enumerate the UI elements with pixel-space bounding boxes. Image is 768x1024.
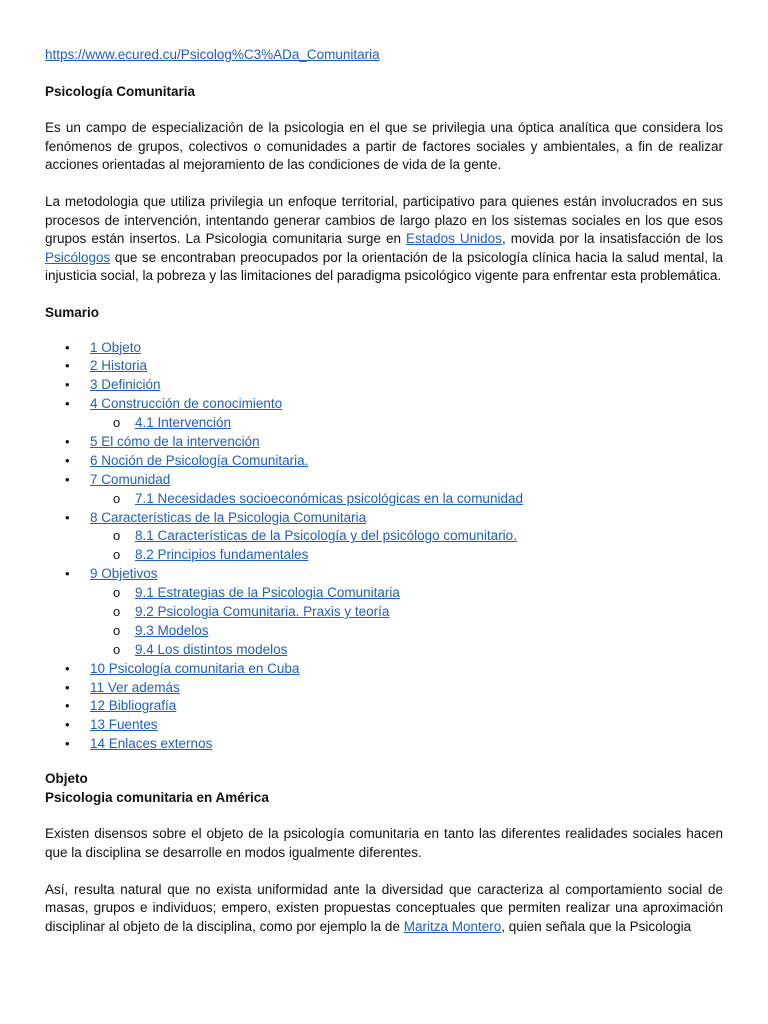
toc-item [45, 490, 723, 509]
source-url-line [45, 46, 723, 65]
toc-bullet: • [65, 396, 70, 412]
toc-link[interactable]: 14 Enlaces externos [90, 736, 213, 752]
toc-subbullet: o [113, 415, 121, 431]
toc-link[interactable]: 8 Características de la Psicologia Comunitaria [90, 509, 367, 525]
objeto-p2-text-1: Así, resulta natural que no exista uniformidad ante la diversidad que caracteriza al comportamiento social de masas, grupos e individuos; empero, existen propuestas conceptuales que permiten realizar una aproximación disciplinar al objeto de la disciplina, como por ejemplo la de [45, 881, 723, 934]
toc-heading: Sumario [45, 304, 100, 320]
toc-link[interactable]: 7.1 Necesidades socioeconómicas psicológicas en la comunidad [135, 490, 523, 506]
toc-item [45, 641, 723, 660]
toc-bullet: • [65, 698, 70, 714]
maritza-montero-link[interactable]: Maritza Montero [403, 918, 502, 934]
toc-bullet: • [65, 433, 70, 449]
toc-link[interactable]: 10 Psicología comunitaria en Cuba [90, 660, 300, 676]
toc-bullet: • [65, 717, 70, 733]
toc-item [45, 414, 723, 433]
toc-item [45, 339, 723, 358]
intro-paragraph: Es un campo de especialización de la psicologia en el que se privilegia una óptica analítica que considera los fenómenos de grupos, colectivos o comunidades a partir de factores sociales y ambientales, a fin de realizar acciones orientadas al mejoramiento de las condiciones de vida de la gente. [45, 120, 723, 173]
toc-item [45, 527, 723, 546]
toc-item [45, 697, 723, 716]
toc-link[interactable]: 2 Historia [90, 358, 148, 374]
toc-bullet: • [65, 566, 70, 582]
toc-subbullet: o [113, 490, 121, 506]
toc-link[interactable]: 3 Definición [90, 377, 161, 393]
toc-item [45, 433, 723, 452]
toc-link[interactable]: 9.2 Psicologia Comunitaria. Praxis y teoría [135, 604, 390, 619]
toc-item [45, 357, 723, 376]
toc-link[interactable]: 9.3 Modelos [135, 622, 209, 638]
toc-link[interactable]: 9 Objetivos [90, 566, 158, 582]
toc-item [45, 452, 723, 471]
toc-subbullet: o [113, 622, 121, 638]
toc-subbullet: o [113, 585, 121, 601]
toc-link[interactable]: 13 Fuentes [90, 717, 158, 733]
toc-link[interactable]: 11 Ver además [90, 679, 180, 695]
toc-link[interactable]: 5 El cómo de la intervención [90, 433, 260, 449]
toc-bullet: • [65, 509, 70, 525]
objeto-heading: Objeto [45, 771, 88, 787]
toc-link[interactable]: 1 Objeto [90, 339, 142, 355]
toc-item [45, 565, 723, 584]
toc-item [45, 735, 723, 754]
toc-item [45, 716, 723, 735]
toc-bullet: • [65, 679, 70, 695]
toc-bullet: • [65, 377, 70, 393]
toc-item [45, 603, 723, 622]
toc-subbullet: o [113, 641, 121, 657]
toc-link[interactable]: 9.1 Estrategias de la Psicologia Comunitaria [135, 585, 400, 601]
toc-link[interactable]: 7 Comunidad [90, 471, 171, 487]
toc-link[interactable]: 9.4 Los distintos modelos [135, 641, 288, 657]
method-text-3: que se encontraban preocupados por la orientación de la psicología clínica hacia la salud mental, la injusticia social, la pobreza y las limitaciones del paradigma psicológico vigente para enfrentar esta problemática. [45, 249, 723, 284]
toc-item [45, 584, 723, 603]
toc-link[interactable]: 6 Noción de Psicología Comunitaria. [90, 452, 309, 468]
toc-subbullet: o [113, 604, 121, 619]
toc-bullet: • [65, 452, 70, 468]
toc-bullet: • [65, 358, 70, 374]
method-paragraph [45, 193, 723, 286]
toc-item [45, 395, 723, 414]
objeto-p2-text-2: , quien señala que la Psicologia [501, 918, 692, 934]
toc-link[interactable]: 8.2 Principios fundamentales [135, 547, 309, 563]
toc-item [45, 679, 723, 698]
method-text-1: La metodologia que utiliza privilegia un enfoque territorial, participativo para quienes están involucrados en sus procesos de intervención, intentando generar cambios de largo plazo en los sistemas sociales en los que esos grupos están insertos. La Psicologia comunitaria surge en [45, 193, 723, 247]
document-page [45, 46, 723, 954]
toc-link[interactable]: 4.1 Intervención [135, 415, 232, 431]
toc-subbullet: o [113, 547, 121, 563]
objeto-subheading: Psicologia comunitaria en América [45, 789, 269, 805]
page-title: Psicología Comunitaria [45, 83, 196, 99]
objeto-paragraph-2 [45, 881, 723, 937]
toc-link[interactable]: 4 Construcción de conocimiento [90, 396, 283, 412]
source-url-link[interactable]: https://www.ecured.cu/Psicolog%C3%ADa_Comunitaria [45, 47, 380, 62]
method-text-2: , movida por la insatisfacción de los [501, 231, 723, 247]
toc-bullet: • [65, 660, 70, 676]
estados-unidos-link[interactable]: Estados Unidos [406, 231, 502, 247]
toc-link[interactable]: 12 Bibliografía [90, 698, 177, 714]
objeto-paragraph-1: Existen disensos sobre el objeto de la psicología comunitaria en tanto las diferentes realidades sociales hacen que la disciplina se desarrolle en modos igualmente diferentes. [45, 826, 723, 860]
table-of-contents [45, 339, 723, 755]
toc-item [45, 509, 723, 528]
toc-item [45, 376, 723, 395]
toc-bullet: • [65, 339, 70, 355]
toc-item [45, 660, 723, 679]
toc-item [45, 622, 723, 641]
toc-item [45, 471, 723, 490]
psicologos-link[interactable]: Psicólogos [45, 249, 111, 265]
toc-bullet: • [65, 471, 70, 487]
toc-item [45, 546, 723, 565]
toc-link[interactable]: 8.1 Características de la Psicología y del psicólogo comunitario. [135, 528, 517, 544]
toc-bullet: • [65, 736, 70, 752]
toc-subbullet: o [113, 528, 121, 544]
